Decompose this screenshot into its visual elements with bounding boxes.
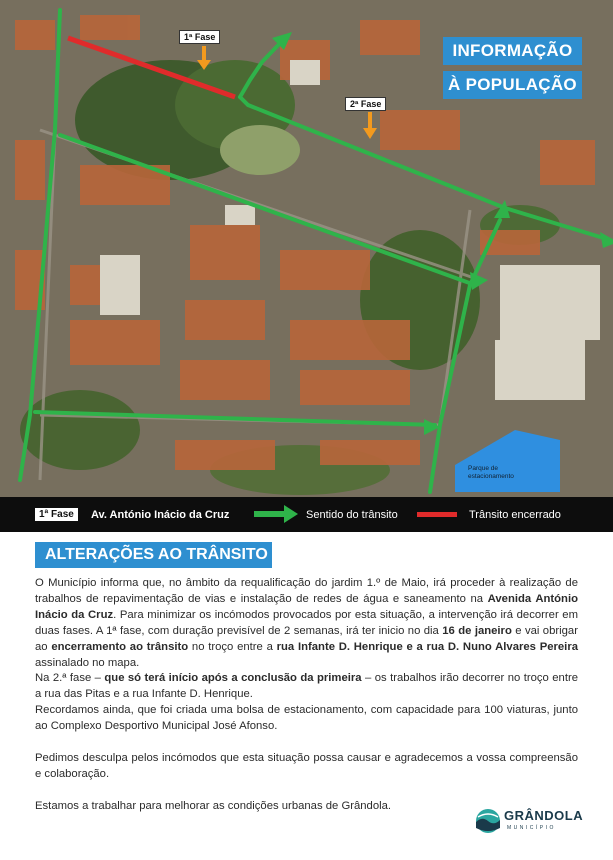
- p1-text-c: . Para minimizar os incómodos provocados por esta situação, a intervenção irá decorrer em duas fases. A 1ª fase, com duração previsível de 2 semanas, irá ter inicio no dia: [35, 608, 578, 637]
- grandola-logo: [474, 808, 584, 836]
- p2-text-a: Na 2.ª fase –: [35, 672, 105, 685]
- legend-street: Av. António Inácio da Cruz: [91, 509, 230, 521]
- p1-bold-closure: encerramento ao trânsito: [51, 640, 189, 653]
- section-title: ALTERAÇÕES AO TRÂNSITO: [35, 542, 272, 568]
- phase2-map-tag: 2ª Fase: [345, 97, 386, 111]
- paragraph-4: Pedimos desculpa pelos incómodos que esta situação possa causar e agradecemos a vossa compreensão e colaboração.: [35, 752, 578, 780]
- p2-bold: que só terá início após a conclusão da primeira: [104, 672, 362, 685]
- paragraph-1: [35, 576, 578, 671]
- p1-bold-section: rua Infante D. Henrique e a rua D. Nuno Alvares Pereira: [276, 640, 579, 653]
- legend-phase-tag: 1ª Fase: [35, 508, 78, 521]
- logo-emblem-icon: [474, 808, 502, 834]
- paragraph-2: [35, 671, 578, 703]
- parking-label: Parque de estacionamento: [468, 465, 514, 480]
- p1-text-i: assinalado no mapa.: [35, 656, 140, 669]
- p1-bold-street: Avenida António Inácio da Cruz: [35, 592, 578, 621]
- p1-text-a: O Município informa que, no âmbito da requalificação do jardim 1.º de Maio, irá proceder à realização de trabalhos de repavimentação de vias e instalação de redes de água e saneamento na: [35, 577, 578, 605]
- logo-subtitle: MUNICÍPIO: [507, 825, 556, 831]
- p1-text-g: no troço entre a: [188, 640, 277, 653]
- info-banner-line1: INFORMAÇÃO: [443, 37, 582, 65]
- map-legend: [0, 497, 613, 532]
- phase1-map-tag: 1ª Fase: [179, 30, 220, 44]
- p1-text-e: e vai obrigar ao: [35, 624, 578, 653]
- info-banner-line2: À POPULAÇÃO: [443, 71, 582, 99]
- legend-closed-label: Trânsito encerrado: [469, 509, 561, 521]
- logo-wordmark: GRÂNDOLA: [504, 808, 584, 823]
- green-arrow-icon: [254, 505, 298, 523]
- article-body: [35, 576, 578, 815]
- paragraph-3: Recordamos ainda, que foi criada uma bolsa de estacionamento, com capacidade para 100 viaturas, junto ao Complexo Desportivo Municipal José Afonso.: [35, 704, 578, 733]
- p2-text-c: – os trabalhos irão decorrer no troço entre a rua das Pitas e a rua Infante D. Henrique.: [35, 672, 578, 701]
- red-line-icon: [417, 512, 457, 517]
- paragraph-5: Estamos a trabalhar para melhorar as condições urbanas de Grândola.: [35, 799, 392, 812]
- legend-direction-label: Sentido do trânsito: [306, 509, 398, 521]
- p1-bold-date: 16 de janeiro: [442, 624, 512, 637]
